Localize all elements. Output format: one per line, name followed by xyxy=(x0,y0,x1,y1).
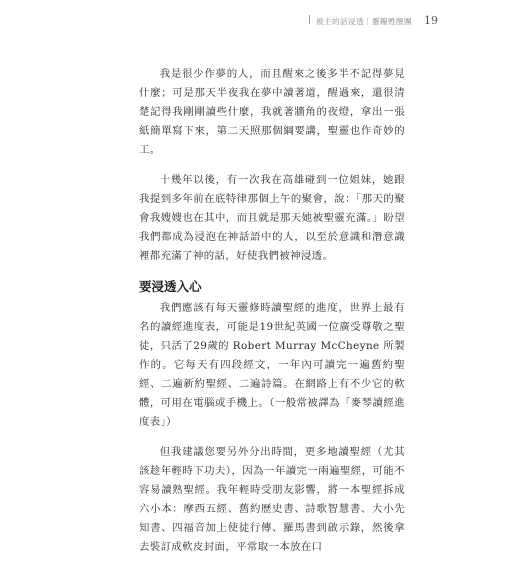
page-number: 19 xyxy=(424,14,438,27)
paragraph-advice: 但我建議您要另外分出時間，更多地讀聖經（尤其該趁年輕時下功夫），因為一年讀完一兩遍聖經，可能不容易讀熟聖經。我年輕時受朋友影響，將一本聖經拆成六小本：摩西五經、舊約歷史書、詩歌智慧書、大小先知書、四福音加上使徒行傳、羅馬書到啟示錄，然後拿去裝訂成軟皮封面，平常取一本放在口 xyxy=(139,446,405,553)
section-heading: 要浸透入心 xyxy=(139,279,202,294)
page-body xyxy=(139,65,405,568)
header-divider xyxy=(309,15,310,24)
paragraph-reading-plan: 我們應該有每天靈修時讀聖經的進度，世界上最有名的讀經進度表，可能是19世紀英國一位廣受尊敬之聖徒，只活了29歲的 Robert Murray McCheyne 所製作的。它每天有四段經文，一年內可讀完一遍舊約聖經、二遍新約聖經、二遍詩篇。在網路上有不少它的軟體，可用在電腦或手機上。（一般常被譯為「麥琴讀經進度表」） xyxy=(139,302,405,428)
header-title: 被主的話浸透｜靈糧甦醒團 xyxy=(316,17,412,26)
paragraph-dream: 我是很少作夢的人，而且醒來之後多半不記得夢見什麼；可是那天半夜我在夢中讀著道，醒過來，還很清楚記得我剛剛讀些什麼，我就著牆角的夜燈，拿出一張紙簡單寫下來，第二天照那個綱要講，聖靈也作奇妙的工。 xyxy=(139,68,405,156)
paragraph-detroit: 十幾年以後，有一次我在高雄碰到一位姐妹，她跟我提到多年前在底特律那個上午的聚會，說：「那天的聚會我嫂嫂也在其中，而且就是那天她被聖靈充滿。」盼望我們都成為浸泡在神話語中的人，以至於意識和潛意識裡都充滿了神的話，好使我們被神浸透。 xyxy=(139,174,405,262)
running-header xyxy=(309,14,438,27)
